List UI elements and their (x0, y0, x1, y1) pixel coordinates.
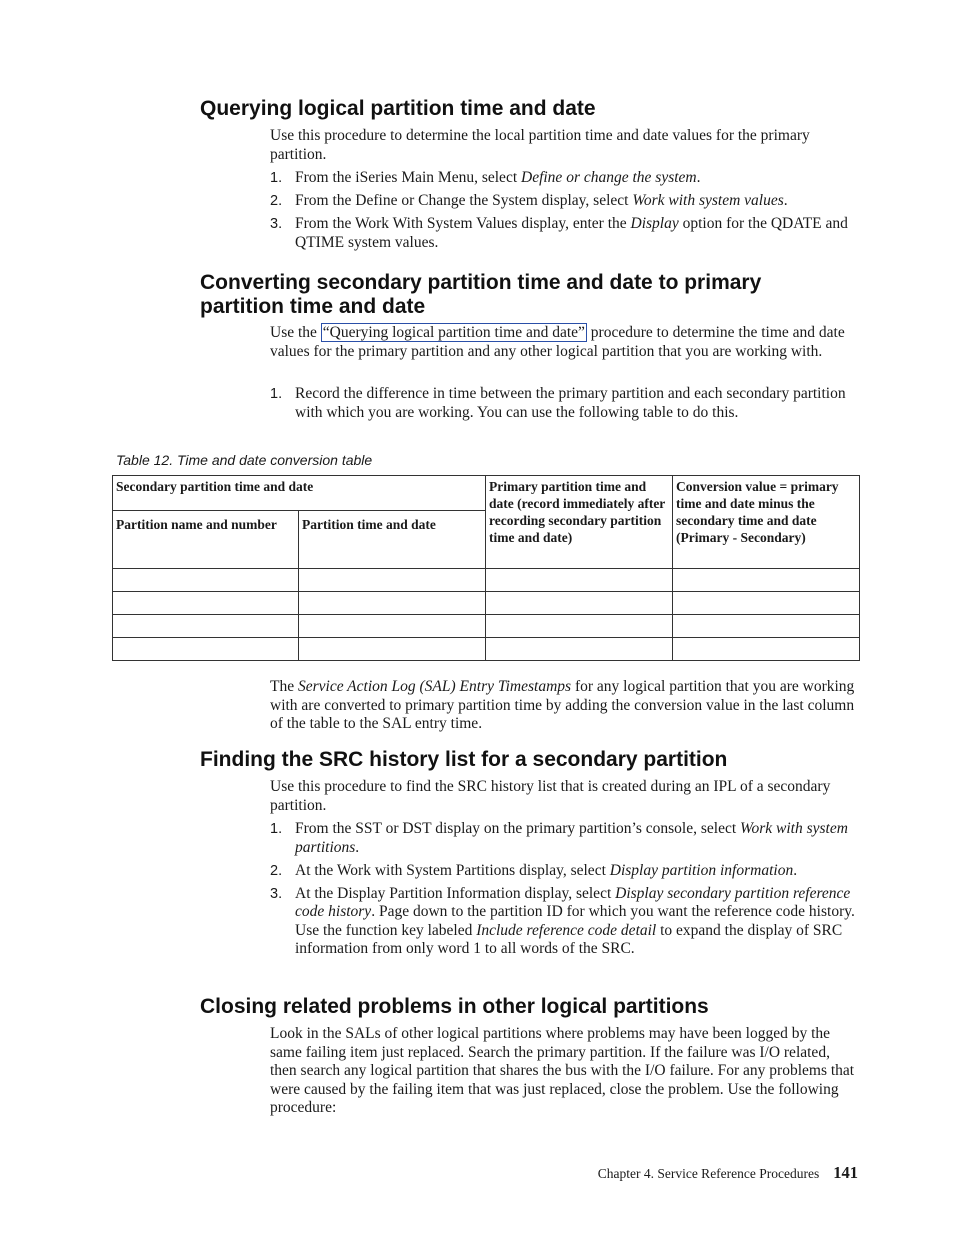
list-item: 3. From the Work With System Values display, enter the Display option for the QDATE and QTIME system values. (270, 215, 848, 251)
table-row (113, 615, 860, 638)
page-number: 141 (833, 1163, 858, 1182)
cross-reference-link[interactable]: “Querying logical partition time and date” (322, 324, 585, 341)
list-item: 1. Record the difference in time between the primary partition and each secondary partition with which you are working. You can use the following table to do this. (270, 385, 846, 421)
table-header-conversion-value: Conversion value = primary time and date minus the secondary time and date (Primary - Secondary) (673, 476, 860, 569)
list-item: 3. At the Display Partition Information display, select Display secondary partition reference code history. Page down to the partition ID for which you want the reference code history. Use the function key labeled Include reference code detail to expand the display of SRC information from only word 1 to all words of the SRC. (270, 884, 855, 957)
table-row (113, 592, 860, 615)
steps-converting (270, 385, 860, 427)
table-header-partition-name: Partition name and number (113, 511, 299, 569)
chapter-title: Chapter 4. Service Reference Procedures (597, 1166, 820, 1181)
section-intro-src-history: Use this procedure to find the SRC history list that is created during an IPL of a secondary partition. (270, 778, 831, 814)
list-item: 2. From the Define or Change the System display, select Work with system values. (270, 192, 788, 209)
table-header-primary-time: Primary partition time and date (record immediately after recording secondary partition time and date) (486, 476, 673, 569)
list-item: 1. From the iSeries Main Menu, select Define or change the system. (270, 169, 701, 186)
section-intro-converting: Use the “Querying logical partition time and date” procedure to determine the time and date values for the primary partition and any other logical partition that you are working with. (270, 324, 845, 360)
table-row (113, 569, 860, 592)
table-header-partition-time: Partition time and date (299, 511, 486, 569)
list-item: 1. From the SST or DST display on the primary partition’s console, select Work with system partitions. (270, 820, 848, 856)
section-heading-querying: Querying logical partition time and date (200, 97, 596, 120)
section-heading-converting: Converting secondary partition time and date to primary partition time and date (200, 271, 762, 318)
list-item: 2. At the Work with System Partitions display, select Display partition information. (270, 861, 798, 879)
table-row (113, 638, 860, 661)
steps-src-history (270, 820, 860, 963)
section-intro-querying: Use this procedure to determine the local partition time and date values for the primary partition. (270, 127, 810, 163)
table-group-header: Secondary partition time and date (113, 476, 486, 511)
section-heading-src-history: Finding the SRC history list for a secondary partition (200, 748, 728, 771)
time-date-conversion-table (112, 475, 860, 661)
sal-timestamp-paragraph: The Service Action Log (SAL) Entry Timestamps for any logical partition that you are working with are converted to primary partition time by adding the conversion value in the last column of the table to the SAL entry time. (270, 678, 855, 732)
section-intro-closing-problems: Look in the SALs of other logical partitions where problems may have been logged by the same failing item just replaced. Search the primary partition. If the failure was I/O related, then search any logical partition that shares the bus with the I/O failure. For any problems that were caused by the failing item that was just replaced, close the problem. Use the following procedure: (270, 1025, 855, 1116)
table-caption: Table 12. Time and date conversion table (116, 452, 373, 468)
page-footer (598, 1163, 858, 1183)
steps-querying (270, 169, 860, 257)
section-heading-closing-problems: Closing related problems in other logical partitions (200, 995, 709, 1018)
